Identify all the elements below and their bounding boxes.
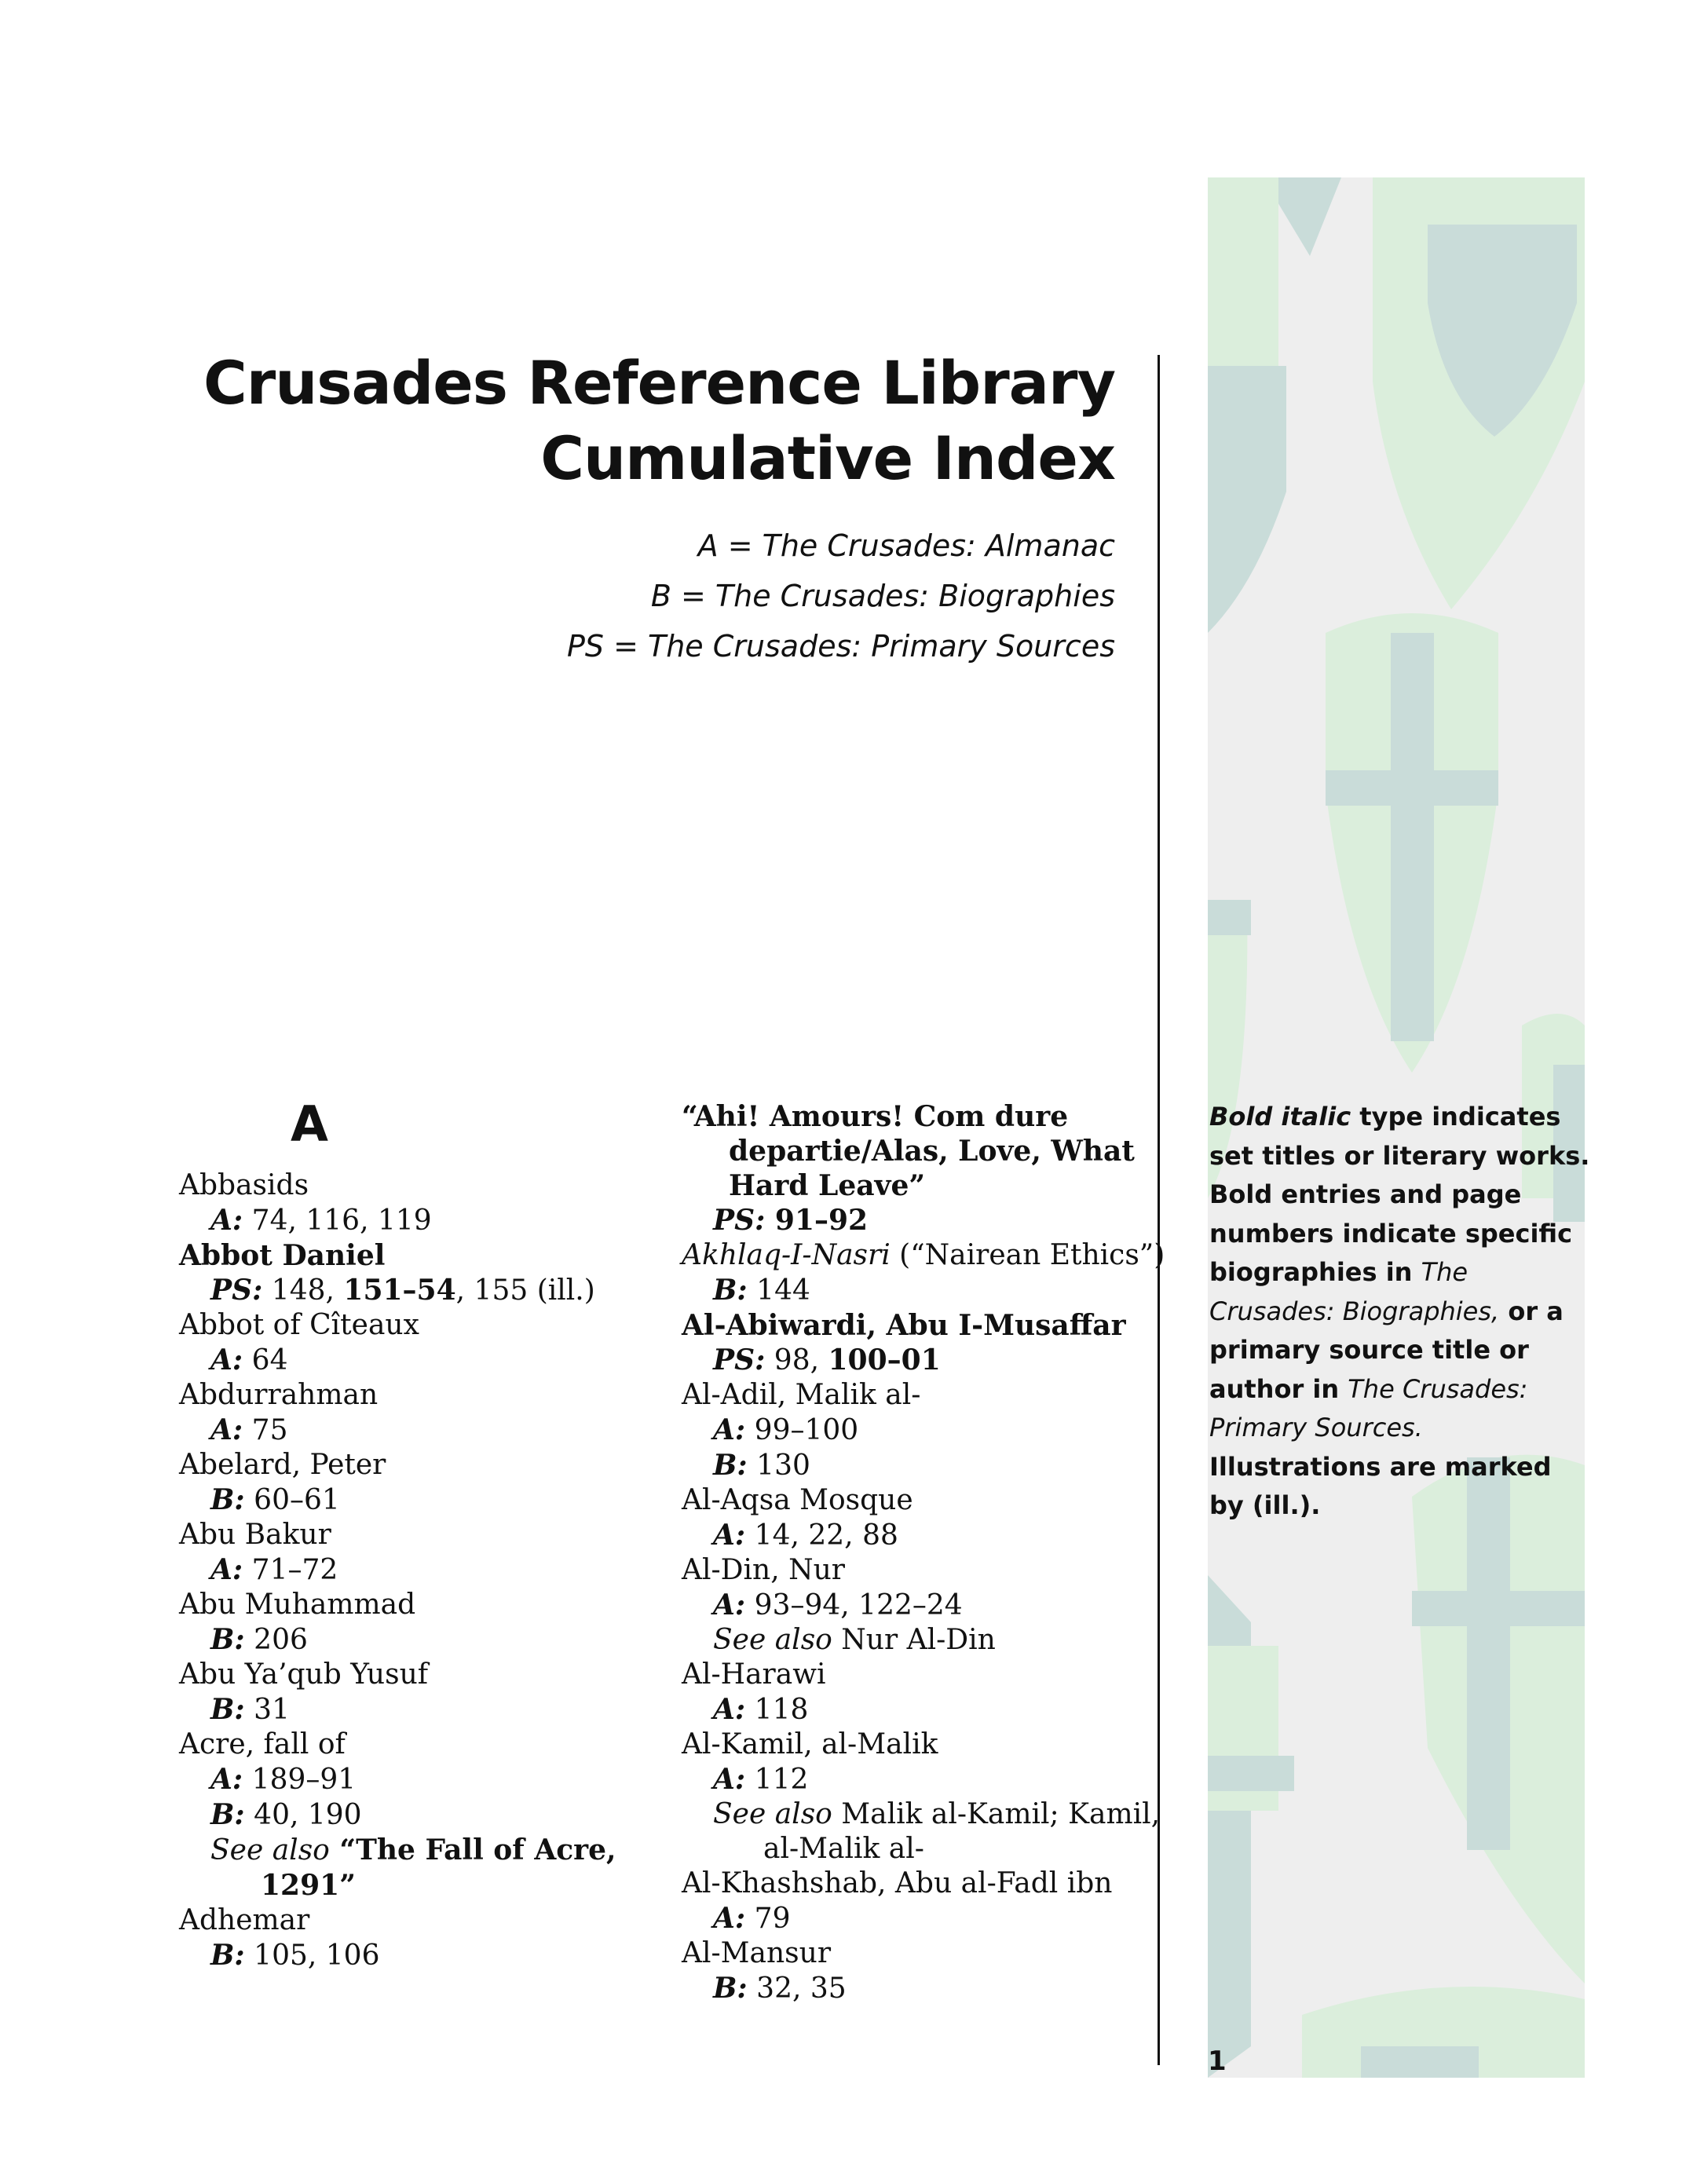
legend-note: [1209, 1098, 1594, 1526]
index-entry: [682, 1483, 1169, 1553]
entry-sub: A: 75: [210, 1413, 288, 1446]
entry-sub: A: 14, 22, 88: [713, 1519, 898, 1552]
entry-sub: A: 118: [713, 1693, 809, 1726]
index-entry: [179, 1588, 666, 1658]
entry-sub: A: 189–91: [210, 1763, 357, 1796]
note-text-2: or a primary source title or author in: [1209, 1296, 1564, 1404]
index-entry: [179, 1378, 666, 1448]
index-entry: [682, 1727, 1169, 1866]
index-entry: [179, 1238, 666, 1308]
entry-sub: PS: 91–92: [713, 1204, 869, 1237]
index-entry: [179, 1168, 666, 1238]
index-entry: [179, 1727, 666, 1903]
entry-sub: PS: 98, 100–01: [713, 1344, 941, 1376]
entry-see-also: See also Malik al-Kamil; Kamil, al-Malik al-: [713, 1798, 1161, 1865]
key-primary-sources: PS = The Crusades: Primary Sources: [566, 629, 1115, 664]
entry-heading: Abu Ya’qub Yusuf: [179, 1658, 429, 1691]
entry-heading: “Ahi! Amours! Com dure departie/Alas, Love, What Hard Leave”: [682, 1100, 1135, 1202]
index-entry: [682, 1553, 1169, 1658]
entry-heading: Acre, fall of: [179, 1728, 346, 1760]
title-line-1: Crusades Reference Library: [203, 348, 1115, 418]
entry-sub: A: 93–94, 122–24: [713, 1589, 963, 1621]
entry-sub: PS: 148, 151–54, 155 (ill.): [210, 1274, 595, 1307]
note-biographies-title: The Crusades: Biographies,: [1209, 1257, 1500, 1326]
entry-sub: B: 31: [210, 1693, 290, 1726]
section-letter: A: [291, 1095, 328, 1153]
entry-sub: B: 40, 190: [210, 1798, 362, 1831]
index-entry: [179, 1518, 666, 1588]
entry-sub: B: 206: [210, 1623, 308, 1656]
key-biographies: B = The Crusades: Biographies: [650, 579, 1115, 613]
index-entry: [179, 1448, 666, 1518]
entry-heading: Al-Khashshab, Abu al-Fadl ibn: [682, 1867, 1113, 1899]
index-entry: [682, 1658, 1169, 1727]
entry-sub: B: 60–61: [210, 1483, 340, 1516]
entry-sub: A: 79: [713, 1902, 791, 1935]
page-number: 1: [1208, 2046, 1227, 2077]
index-entry: [682, 1936, 1169, 2006]
note-text-3: Illustrations are marked by (ill.).: [1209, 1451, 1552, 1520]
entry-sub: B: 105, 106: [210, 1939, 380, 1972]
entry-heading: Al-Mansur: [682, 1937, 832, 1969]
entry-heading: Al-Harawi: [682, 1658, 826, 1691]
entry-see-also: See also Nur Al-Din: [713, 1624, 996, 1656]
index-column-2: [682, 1099, 1169, 2006]
entry-see-also: See also “The Fall of Acre, 1291”: [210, 1834, 616, 1902]
entry-heading: Abu Bakur: [179, 1519, 331, 1551]
entry-sub: B: 144: [713, 1274, 810, 1307]
index-entry: [179, 1308, 666, 1378]
entry-heading: Abdurrahman: [179, 1379, 379, 1411]
entry-heading: Al-Abiwardi, Abu I-Musaffar: [682, 1309, 1126, 1342]
entry-heading: Abu Muhammad: [179, 1589, 416, 1621]
note-primary-sources-title: The Crusades: Primary Sources.: [1209, 1373, 1528, 1442]
entry-heading: Adhemar: [179, 1904, 310, 1936]
index-entry: [682, 1378, 1169, 1483]
note-bold-italic: Bold italic: [1209, 1102, 1351, 1132]
entry-sub: A: 74, 116, 119: [210, 1204, 432, 1237]
index-entry: [682, 1308, 1169, 1378]
note-text-1: type indicates set titles or literary works. Bold entries and page numbers indicate specific biographies in: [1209, 1102, 1590, 1287]
entry-sub: B: 32, 35: [713, 1972, 847, 2005]
entry-heading: Akhlaq-I-Nasri (“Nairean Ethics”): [682, 1239, 1165, 1271]
entry-heading: Abbot of Cîteaux: [179, 1309, 419, 1341]
entry-sub: A: 64: [210, 1344, 288, 1376]
index-entry: [682, 1866, 1169, 1936]
index-entry: [179, 1658, 666, 1727]
entry-sub: A: 112: [713, 1763, 809, 1796]
entry-heading: Al-Aqsa Mosque: [682, 1484, 913, 1516]
entry-sub: A: 71–72: [210, 1553, 338, 1586]
entry-heading: Abbasids: [179, 1169, 309, 1201]
entry-sub: B: 130: [713, 1449, 810, 1482]
entry-heading: Abelard, Peter: [179, 1449, 386, 1481]
entry-heading: Abbot Daniel: [179, 1239, 386, 1272]
index-entry: [179, 1903, 666, 1973]
abbreviation-key: [330, 521, 1115, 671]
index-entry: [682, 1238, 1169, 1308]
key-almanac: A = The Crusades: Almanac: [697, 528, 1115, 563]
index-entry: [682, 1099, 1169, 1238]
entry-heading: Al-Kamil, al-Malik: [682, 1728, 938, 1760]
index-column-1: [179, 1168, 666, 1973]
entry-heading: Al-Adil, Malik al-: [682, 1379, 921, 1411]
page-title: [94, 345, 1115, 496]
entry-sub: A: 99–100: [713, 1413, 859, 1446]
entry-heading: Al-Din, Nur: [682, 1554, 846, 1586]
title-line-2: Cumulative Index: [540, 423, 1115, 493]
